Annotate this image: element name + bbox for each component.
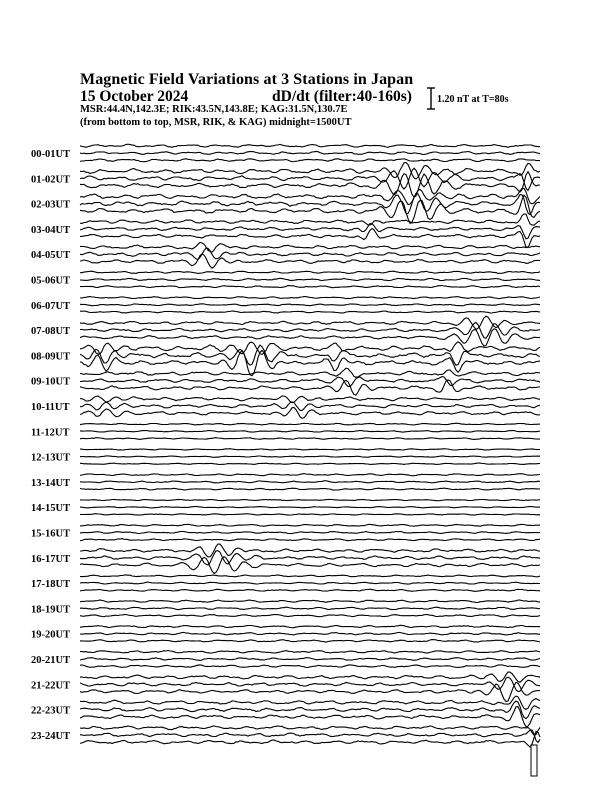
trace-msr <box>80 159 540 162</box>
hour-label: 05-06UT <box>31 275 71 287</box>
trace-rik <box>80 658 540 661</box>
hour-label: 01-02UT <box>31 174 71 186</box>
trace-kag <box>80 396 540 403</box>
hour-label: 19-20UT <box>31 629 71 641</box>
trace-msr <box>80 172 540 197</box>
trace-kag <box>80 342 540 355</box>
hour-label: 22-23UT <box>31 705 71 717</box>
hour-row <box>31 726 540 747</box>
trace-rik <box>80 506 540 508</box>
hour-row <box>31 575 540 592</box>
trace-kag <box>80 449 540 450</box>
trace-msr <box>80 488 540 490</box>
trace-msr <box>80 514 540 515</box>
trace-rik <box>80 607 540 610</box>
trace-msr <box>80 438 540 440</box>
hour-row <box>31 544 540 573</box>
trace-msr <box>80 311 540 313</box>
chart-title: Magnetic Field Variations at 3 Stations in Japan <box>80 71 414 88</box>
trace-kag <box>80 297 540 299</box>
trace-rik <box>80 224 540 239</box>
hour-label: 14-15UT <box>31 503 71 515</box>
trace-msr <box>80 329 540 346</box>
hour-row <box>31 672 540 701</box>
hour-row <box>31 524 540 540</box>
trace-kag <box>80 600 540 603</box>
hour-label: 06-07UT <box>31 300 71 312</box>
trace-msr <box>80 539 540 541</box>
trace-kag <box>80 575 540 577</box>
hour-label: 02-03UT <box>31 199 71 211</box>
trace-kag <box>80 474 540 476</box>
trace-kag <box>80 144 540 147</box>
trace-msr <box>80 229 540 248</box>
trace-msr <box>80 408 540 419</box>
hour-label: 17-18UT <box>31 579 71 591</box>
hour-row <box>31 449 540 465</box>
trace-kag <box>80 188 540 204</box>
trace-kag <box>80 242 540 252</box>
hour-label: 04-05UT <box>31 250 71 262</box>
station-coordinates: MSR:44.4N,142.3E; RIK:43.5N,143.8E; KAG:31.5N,130.7E <box>80 104 348 115</box>
hour-row <box>31 271 540 288</box>
hour-label: 13-14UT <box>31 477 71 489</box>
scale-bar-label: 1.20 nT at T=80s <box>437 94 509 105</box>
trace-rik <box>80 278 540 280</box>
bottom-marker <box>531 745 537 776</box>
hour-row <box>31 625 540 642</box>
trace-kag <box>80 423 540 425</box>
trace-kag <box>80 499 540 500</box>
trace-rik <box>80 377 540 387</box>
trace-rik <box>80 582 540 584</box>
trace-msr <box>80 640 540 643</box>
trace-rik <box>80 532 540 534</box>
trace-rik <box>80 248 540 259</box>
trace-rik <box>80 677 540 691</box>
hour-row <box>31 242 540 268</box>
hour-row <box>31 696 540 727</box>
hour-row <box>31 214 540 248</box>
trace-rik <box>80 730 540 743</box>
trace-rik <box>80 481 540 483</box>
hour-row <box>31 600 540 617</box>
trace-kag <box>80 544 540 557</box>
trace-kag <box>80 163 540 180</box>
trace-rik <box>80 632 540 635</box>
hour-label: 21-22UT <box>31 680 71 692</box>
trace-msr <box>80 463 540 465</box>
hour-row <box>31 368 540 395</box>
hour-label: 03-04UT <box>31 224 71 236</box>
trace-msr <box>80 195 540 223</box>
hour-row <box>31 474 540 491</box>
hour-label: 16-17UT <box>31 553 71 565</box>
trace-kag <box>80 726 540 735</box>
hour-row <box>31 163 540 198</box>
trace-rik <box>80 456 540 458</box>
hour-row <box>31 342 540 376</box>
hour-label: 07-08UT <box>31 326 71 338</box>
hour-label: 08-09UT <box>31 351 71 363</box>
hour-label: 23-24UT <box>31 730 71 742</box>
trace-msr <box>80 286 540 288</box>
hour-row <box>31 650 540 667</box>
hour-row <box>31 188 540 223</box>
hour-row <box>31 297 540 314</box>
hour-row <box>31 144 540 162</box>
chart-variable: dD/dt (filter:40-160s) <box>272 88 412 105</box>
trace-kag <box>80 672 540 682</box>
hour-row <box>31 396 540 418</box>
trace-msr <box>80 380 540 395</box>
trace-kag <box>80 214 540 225</box>
trace-rik <box>80 151 540 154</box>
trace-rik <box>80 430 540 432</box>
trace-kag <box>80 368 540 377</box>
hour-label: 15-16UT <box>31 528 71 540</box>
trace-kag <box>80 625 540 627</box>
hour-label: 10-11UT <box>31 402 70 413</box>
hour-label: 00-01UT <box>31 149 71 160</box>
trace-kag <box>80 524 540 526</box>
trace-kag <box>80 271 540 273</box>
hour-rows <box>31 144 540 747</box>
trace-msr <box>80 254 540 268</box>
hour-label: 20-21UT <box>31 655 71 666</box>
chart-date: 15 October 2024 <box>80 88 189 105</box>
hour-row <box>31 423 540 439</box>
trace-rik <box>80 304 540 306</box>
trace-kag <box>80 650 540 653</box>
trace-msr <box>80 665 540 668</box>
hour-label: 11-12UT <box>31 427 70 439</box>
hour-row <box>31 316 540 346</box>
trace-msr <box>80 731 540 747</box>
hour-label: 09-10UT <box>31 376 71 388</box>
hour-label: 12-13UT <box>31 452 71 464</box>
trace-msr <box>80 589 540 591</box>
station-order-note: (from bottom to top, MSR, RIK, & KAG) midnight=1500UT <box>80 117 352 128</box>
hour-row <box>31 499 540 515</box>
trace-msr <box>80 615 540 617</box>
trace-rik <box>80 402 540 411</box>
scale-bar <box>427 88 435 109</box>
hour-label: 18-19UT <box>31 604 71 616</box>
